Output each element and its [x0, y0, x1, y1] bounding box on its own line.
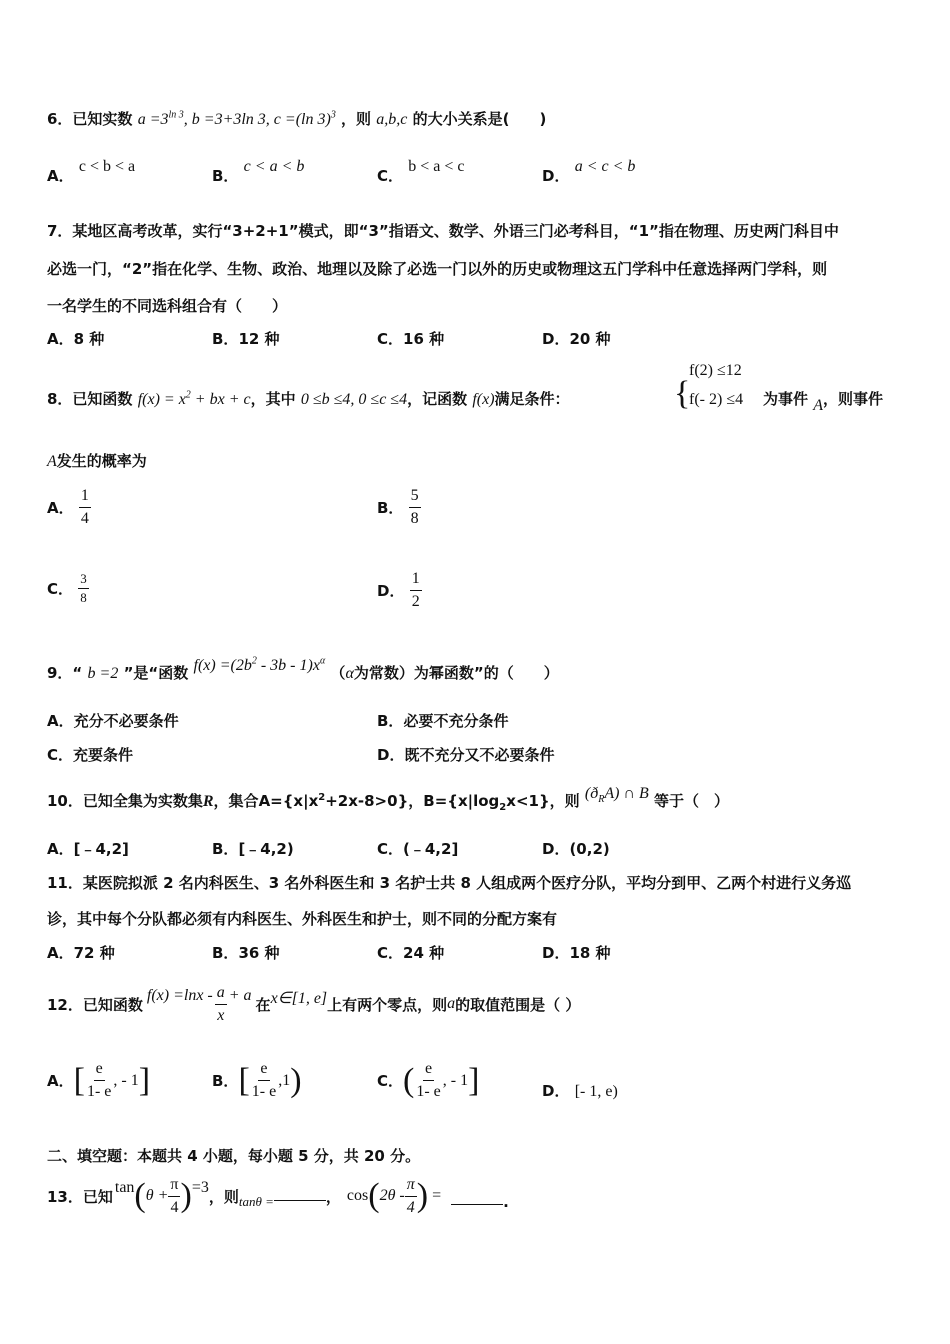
q10-option-b: B．[﹣4,2) — [212, 840, 294, 858]
q6-option-a: A． c < b < a — [47, 158, 136, 185]
q8-cond: 0 ≤b ≤4, 0 ≤c ≤4 — [300, 391, 408, 408]
q7-option-a: A．8 种 — [47, 330, 105, 348]
question-8-line-2: A发生的概率为 — [47, 452, 147, 470]
q12-option-c: C． ( $\frac{e}{1- e}$ , - 1 ] — [377, 1060, 480, 1100]
q13-answer-blank-1 — [274, 1200, 326, 1201]
q9-option-c: C．充要条件 — [47, 746, 134, 764]
q9-option-a: A．充分不必要条件 — [47, 712, 179, 730]
question-11-line-1: 11．某医院拟派 2 名内科医生、3 名外科医生和 3 名护士共 8 人组成两个医疗分队，平均分到甲、乙两个村进行义务巡 — [47, 874, 852, 892]
q11-option-c: C．24 种 — [377, 944, 445, 962]
q8-text-mid3: 满足条件： — [494, 390, 570, 408]
q8-option-d: D． $\frac{1}{2}$ — [377, 568, 422, 613]
q9-cond: b =2 — [87, 665, 119, 682]
q8-option-b: B． $\frac{5}{8}$ — [377, 485, 421, 530]
question-11-line-2: 诊，其中每个分队都必须有内科医生、外科医生和护士，则不同的分配方案有 — [47, 910, 558, 928]
q8-option-a-fraction: $\frac{1}{4}$ — [80, 487, 89, 527]
q6-expr-a: $a =3^{ln 3}$ — [137, 109, 184, 128]
q8-event-text: 为事件 A，则事件 — [763, 390, 884, 414]
q10-option-c: C．(﹣4,2] — [377, 840, 459, 858]
q7-option-b: B．12 种 — [212, 330, 280, 348]
q8-option-b-fraction: $\frac{5}{8}$ — [410, 487, 419, 527]
q9-option-d: D．既不充分又不必要条件 — [377, 746, 555, 764]
q12-domain: x∈[1, e] — [270, 990, 328, 1007]
q9-func: $f(x) =(2b^2 - 3b - 1)x^\alpha$ — [193, 655, 326, 674]
q12-option-a: A． [ $\frac{e}{1- e}$ , - 1 ] — [47, 1060, 151, 1100]
q7-option-c: C．16 种 — [377, 330, 445, 348]
q10-expr: $(ð_RA)$ ∩ B — [584, 785, 649, 806]
question-9: 9．“ b =2 ”是“函数 $f(x) =(2b^2 - 3b - 1)x^\alpha$ （α为常数）为幂函数”的（ ） — [47, 655, 559, 682]
q8-option-c: C． $\frac{3}{8}$ — [47, 571, 87, 605]
q11-option-d: D．18 种 — [542, 944, 611, 962]
q8-fx: f(x) — [472, 391, 495, 408]
q8-text-mid1: ，其中 — [250, 390, 296, 408]
q12-func-fraction: $\frac{a}{x}$ — [216, 983, 225, 1024]
q11-option-a: A．72 种 — [47, 944, 115, 962]
question-8 — [47, 388, 570, 409]
question-10: 10．已知全集为实数集R，集合$A=\{x|x^2+2x-8>0\}$，$B=\{x|\log_2x<1\}$，则 $(ð_RA)$ ∩ B 等于（ ） — [47, 785, 729, 813]
question-7-line-2: 必选一门，“2”指在化学、生物、政治、地理以及除了必选一门以外的历史或物理这五门学科中任意选择两门学科，则 — [47, 260, 828, 278]
q13-answer-blank-2 — [451, 1204, 503, 1205]
q6-option-b: B． c < a < b — [212, 158, 305, 185]
q10-set-b: $B=\{x|\log_2x<1\}$ — [423, 792, 550, 813]
q12-option-b: B． [ $\frac{e}{1- e}$ ,1 ) — [212, 1060, 302, 1100]
q6-text-before: 6．已知实数 — [47, 110, 133, 128]
q6-option-d: D． a < c < b — [542, 158, 636, 185]
q10-option-a: A．[﹣4,2] — [47, 840, 129, 858]
question-13: 13．已知 tan ( θ + $\frac{\pi}{4}$ ) =3 ，则 tanθ = ， cos ( 2θ - $\frac{\pi}{4}$ ) = . — [47, 1175, 509, 1216]
q10-set-a: $A=\{x|x^2+2x-8>0\}$ — [258, 792, 409, 810]
q8-system-brace: { — [674, 375, 691, 412]
question-7-line-1: 7．某地区高考改革，实行“3+2+1”模式，即“3”指语文、数学、外语三门必考科目，“1”指在物理、历史两门科目中 — [47, 222, 839, 240]
q8-system-line-2: f(- 2) ≤4 — [689, 391, 744, 408]
q8-text-mid2: ，记函数 — [407, 390, 468, 408]
q8-text-before: 8．已知函数 — [47, 390, 133, 408]
q8-option-d-fraction: $\frac{1}{2}$ — [411, 570, 420, 610]
q8-func: $f(x) = x^2$ + bx + c — [137, 389, 251, 408]
question-6 — [47, 108, 546, 129]
q9-option-b: B．必要不充分条件 — [377, 712, 509, 730]
section-2-title: 二、填空题：本题共 4 小题，每小题 5 分，共 20 分。 — [47, 1147, 421, 1165]
question-12: 12．已知函数 f(x) =lnx - $\frac{a}{x}$ + a 在 x∈[1, e] 上有两个零点，则 a 的取值范围是（ ） — [47, 982, 580, 1026]
q6-text-after: 的大小关系是( ) — [412, 110, 547, 128]
q8-option-c-fraction: $\frac{3}{8}$ — [80, 571, 87, 605]
q12-option-d: D． [- 1, e) — [542, 1082, 618, 1100]
q6-expr-bc: , b =3+3ln 3, c =(ln 3)$^3$ — [183, 109, 336, 128]
question-7-line-3: 一名学生的不同选科组合有（ ） — [47, 297, 288, 315]
q7-option-d: D．20 种 — [542, 330, 611, 348]
q8-system-line-1: f(2) ≤12 — [689, 362, 742, 379]
q8-option-a: A． $\frac{1}{4}$ — [47, 485, 91, 530]
q6-text-mid: ，则 — [341, 110, 372, 128]
q6-option-c: C． b < a < c — [377, 158, 465, 185]
q6-vars: a,b,c — [376, 111, 408, 128]
q11-option-b: B．36 种 — [212, 944, 280, 962]
q10-option-d: D．(0,2) — [542, 840, 610, 858]
